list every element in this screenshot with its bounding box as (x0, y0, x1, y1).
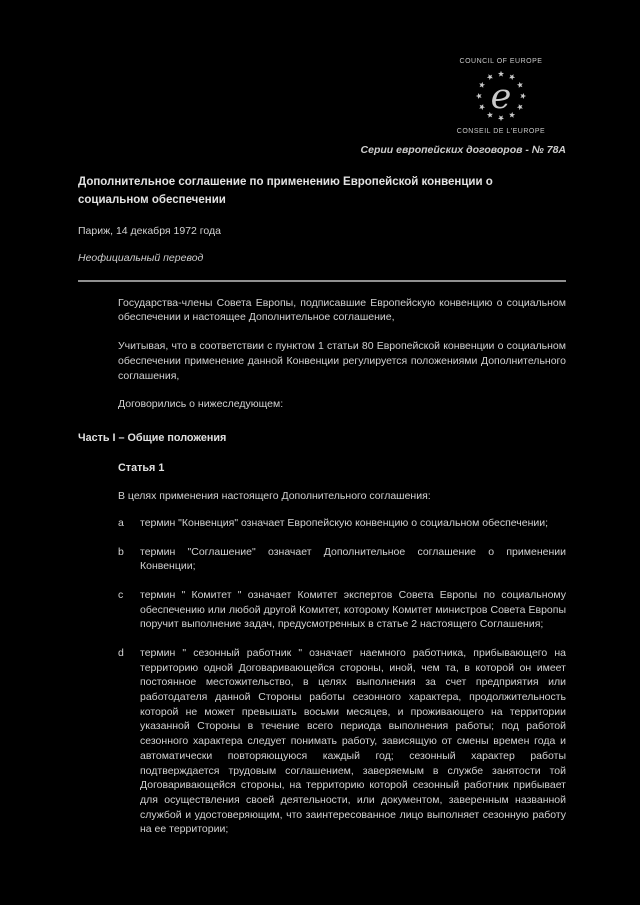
header-divider (78, 280, 566, 282)
list-item-label: c (118, 588, 124, 601)
list-item-label: d (118, 647, 124, 660)
council-of-europe-logo (436, 58, 566, 135)
translation-note: Неофициальный перевод (78, 251, 204, 264)
part1-heading: Часть I – Общие положения (78, 431, 227, 444)
list-item-label: a (118, 516, 124, 529)
preamble-paragraph: Учитывая, что в соответствии с пунктом 1 статьи 80 Европейской конвенции о социальном обеспечении применение данной Конвенции регулируется положениями Дополнительного соглашения, (118, 340, 566, 382)
list-item (118, 545, 566, 574)
list-item-label: b (118, 545, 124, 558)
preamble-paragraph: Договорились о нижеследующем: (118, 398, 284, 411)
logo-bottom-text: CONSEIL DE L'EUROPE (456, 128, 546, 135)
treaty-series-line: Серии европейских договоров - № 78А (360, 144, 566, 156)
place-and-date: Париж, 14 декабря 1972 года (78, 224, 221, 237)
preamble-paragraph: Государства-члены Совета Европы, подписавшие Европейскую конвенцию о социальном обеспечении и настоящее Дополнительное соглашение, (118, 296, 566, 324)
article1-definitions-list (118, 516, 566, 837)
list-item (118, 588, 566, 632)
document-title: Дополнительное соглашение по применению Европейской конвенции о социальном обеспечении (78, 176, 493, 207)
article1-heading: Статья 1 (118, 461, 165, 474)
svg-text:e: e (490, 77, 512, 117)
list-item-text: термин " сезонный работник " означает наемного работника, прибывающего на территорию одной Договаривающейся стороны, иной, чем та, в которой он имеет постоянное местожительство, в целях выполнения за счет предприятия или работодателя данной Стороны работы сезонного характера, продолжительность которой не может превышать восьми месяцев, и проживающего на территории указанной Стороны в течение всего периода выполнения работы; под работой сезонного характера следует понимать работу, зависящую от смены времен года и автоматически повторяющуюся каждый год; сезонный характер работы подтверждается трудовым соглашением, заверяемым в службе занятости той Договаривающейся стороны, на территорию которой сезонный работник прибывает для осуществления своей деятельности, или документом, заверенным названной службой и удостоверяющим, что заинтересованное лицо выполняет сезонную работу на ее территории; (140, 647, 566, 836)
list-item-text: термин " Комитет " означает Комитет экспертов Совета Европы по социальному обеспечению или любой другой Комитет, которому Комитет министров Совета Европы поручит выполнение задач, предусмотренных в статье 2 настоящего Соглашения; (140, 588, 566, 631)
list-item-text: термин "Конвенция" означает Европейскую конвенцию о социальном обеспечении; (140, 516, 549, 529)
logo-top-text: COUNCIL OF EUROPE (459, 58, 543, 65)
list-item (118, 646, 566, 837)
list-item (118, 516, 566, 531)
list-item-text: термин "Соглашение" означает Дополнительное соглашение о применении Конвенции; (140, 545, 566, 573)
article1-intro: В целях применения настоящего Дополнительного соглашения: (118, 489, 431, 502)
council-of-europe-emblem-icon (470, 68, 532, 126)
